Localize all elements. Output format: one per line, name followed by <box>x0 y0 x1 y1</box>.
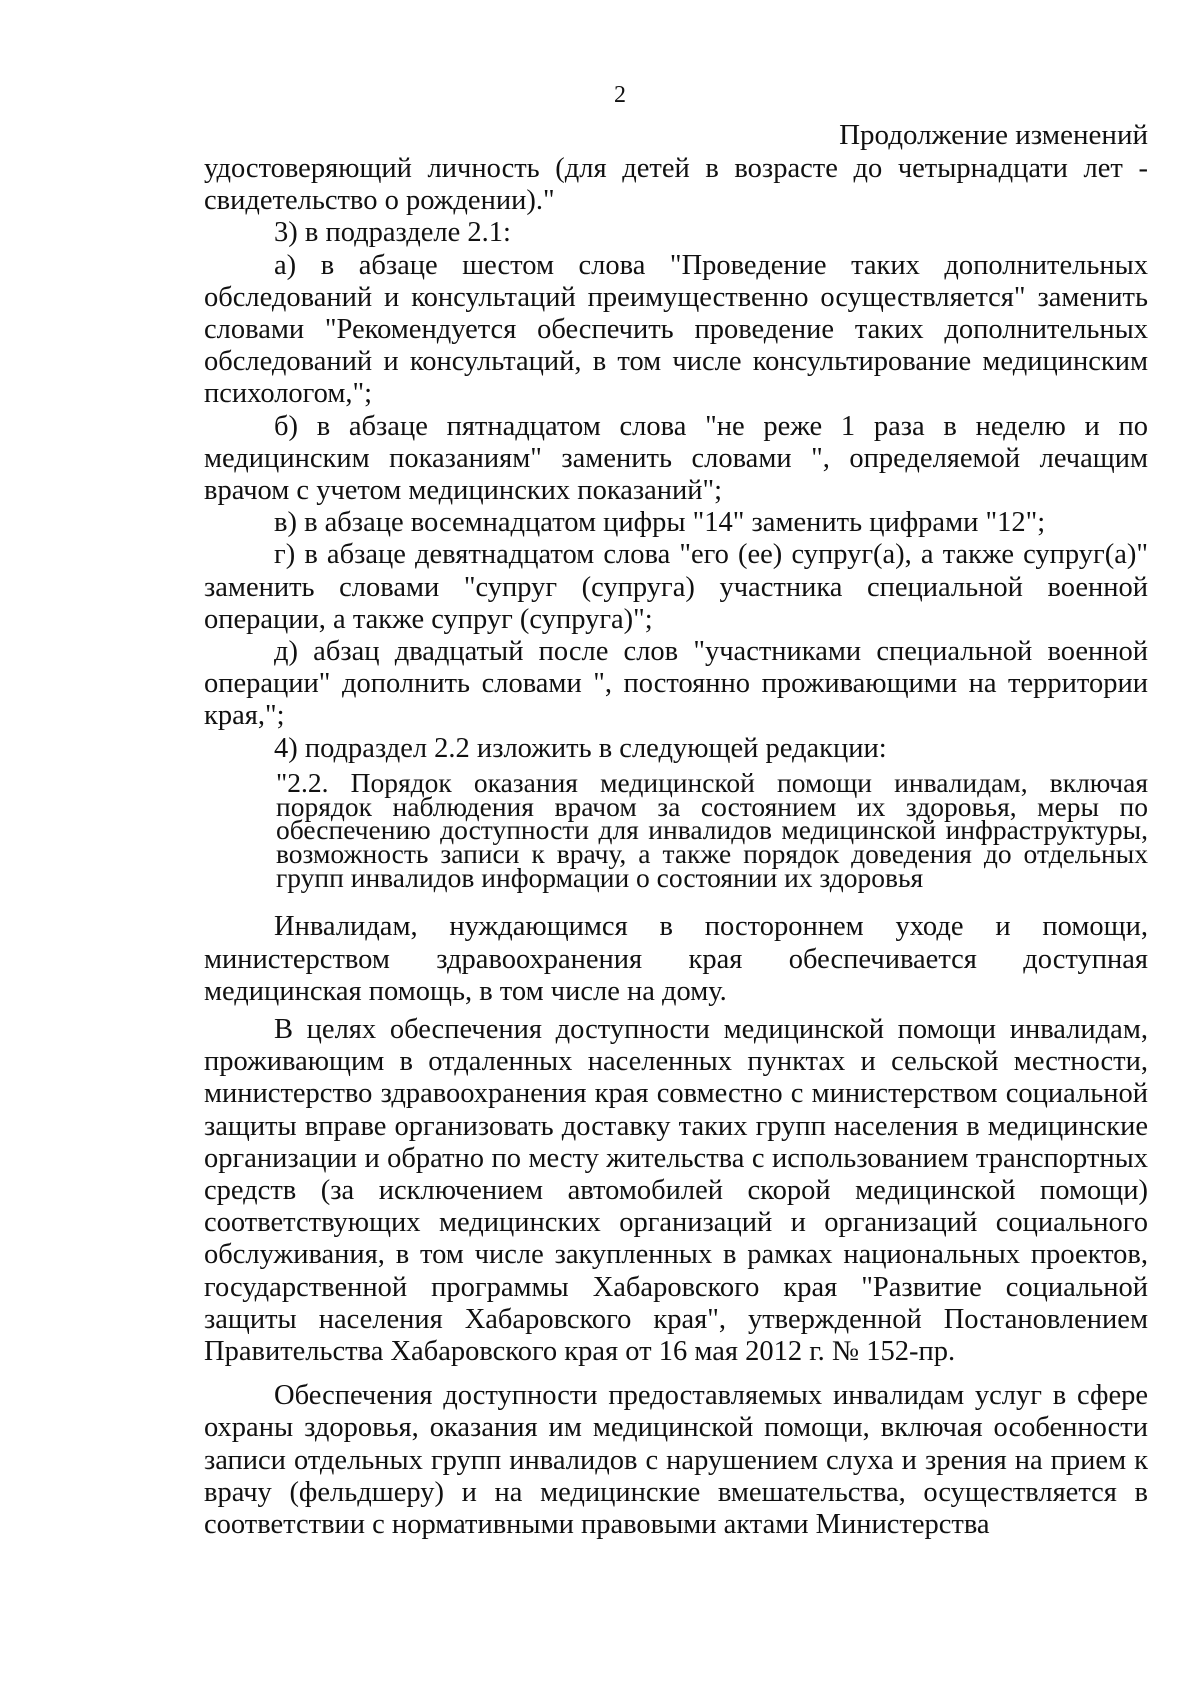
paragraph-item-3d: д) абзац двадцатый после слов "участниками специальной военной операции" дополнить словами ", постоянно проживающими на территории края,"; <box>204 636 1148 732</box>
paragraph-accessibility: Обеспечения доступности предоставляемых инвалидам услуг в сфере охраны здоровья, оказания им медицинской помощи, включая особенности записи отдельных групп инвалидов с нарушением слуха и зрения на прием к врачу (фельдшеру) и на медицинские вмешательства, осуществляется в соответствии с нормативными правовыми актами Министерства <box>204 1380 1148 1541</box>
paragraph-item-3v: в) в абзаце восемнадцатом цифры "14" заменить цифрами "12"; <box>274 507 1046 539</box>
paragraph-id-document-end: удостоверяющий личность (для детей в возрасте до четырнадцати лет - свидетельство о рождении)." <box>204 153 1148 217</box>
paragraph-home-care: Инвалидам, нуждающимся в постороннем уходе и помощи, министерством здравоохранения края обеспечивается доступная медицинская помощь, в том числе на дому. <box>204 911 1148 1007</box>
paragraph-item-3a: а) в абзаце шестом слова "Проведение таких дополнительных обследований и консультаций преимущественно осуществляется" заменить словами "Рекомендуется обеспечить проведение таких дополнительных обследований и консультаций, в том числе консультирование медицинским психологом,"; <box>204 249 1148 410</box>
document-body <box>204 153 1148 1541</box>
paragraph-item-3: 3) в подразделе 2.1: <box>274 217 511 249</box>
section-heading-2-2: "2.2. Порядок оказания медицинской помощи инвалидам, включая порядок наблюдения врачом за состоянием их здоровья, меры по обеспечению доступности для инвалидов медицинской инфраструктуры, возможность записи к врачу, а также порядок доведения до отдельных групп инвалидов информации о состоянии их здоровья <box>276 766 1148 893</box>
paragraph-item-3g: г) в абзаце девятнадцатом слова "его (ее) супруг(а), а также супруг(а)" заменить словами "супруг (супруга) участника специальной военной операции, а также супруг (супруга)"; <box>204 539 1148 635</box>
paragraph-transport-delivery: В целях обеспечения доступности медицинской помощи инвалидам, проживающим в отдаленных населенных пунктах и сельской местности, министерство здравоохранения края совместно с министерством социальной защиты вправе организовать доставку таких групп населения в медицинские организации и обратно по месту жительства с использованием транспортных средств (за исключением автомобилей скорой медицинской помощи) соответствующих медицинских организаций и организаций социального обслуживания, в том числе закупленных в рамках национальных проектов, государственной программы Хабаровского края "Развитие социальной защиты населения Хабаровского края", утвержденной Постановлением Правительства Хабаровского края от 16 мая 2012 г. № 152-пр. <box>204 1013 1148 1368</box>
paragraph-item-4: 4) подраздел 2.2 изложить в следующей редакции: <box>274 732 887 764</box>
page-number: 2 <box>614 82 626 108</box>
continuation-label: Продолжение изменений <box>839 119 1148 151</box>
paragraph-item-3b: б) в абзаце пятнадцатом слова "не реже 1 раза в неделю и по медицинским показаниям" заменить словами ", определяемой лечащим врачом с учетом медицинских показаний"; <box>204 410 1148 507</box>
